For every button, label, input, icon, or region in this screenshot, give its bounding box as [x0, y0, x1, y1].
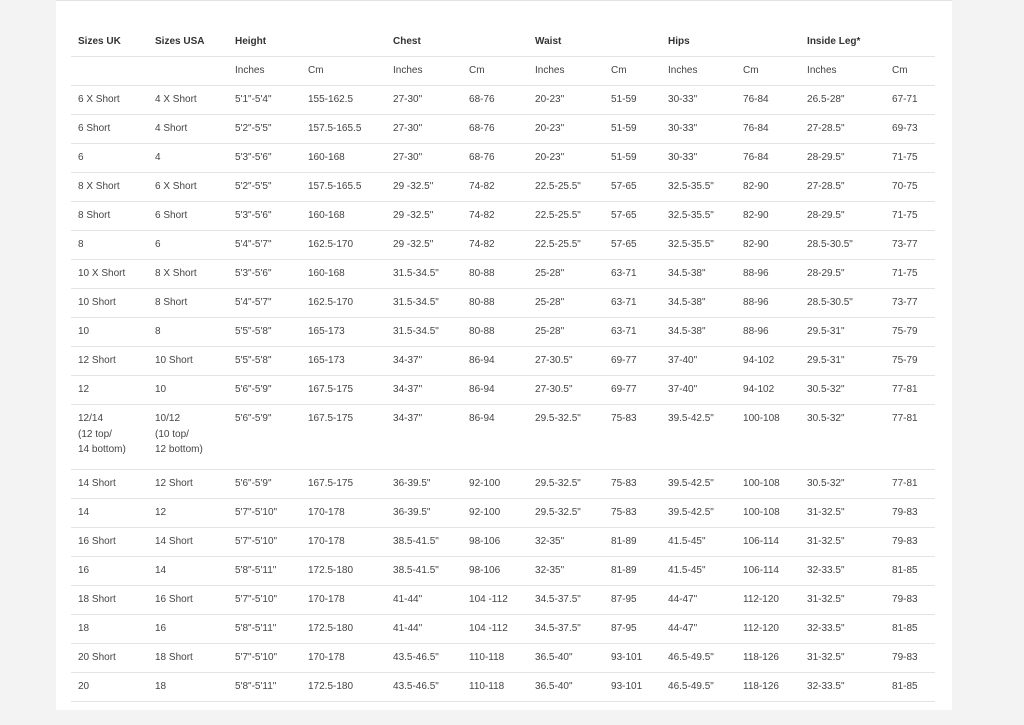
cell-uk-size: 14 [71, 499, 148, 528]
column-header-height: Height [228, 27, 386, 57]
cell-waist-cm: 69-77 [604, 347, 661, 376]
cell-waist-inches: 22.5-25.5" [528, 231, 604, 260]
cell-height-inches: 5'6"-5'9" [228, 405, 301, 470]
table-row [71, 318, 935, 347]
cell-chest-inches: 31.5-34.5" [386, 289, 462, 318]
cell-hips-cm: 118-126 [736, 673, 800, 702]
cell-waist-cm: 63-71 [604, 289, 661, 318]
cell-hips-inches: 44-47" [661, 586, 736, 615]
cell-chest-inches: 34-37" [386, 347, 462, 376]
table-row [71, 499, 935, 528]
column-header-sizes-usa: Sizes USA [148, 27, 228, 57]
cell-line: 14 bottom) [78, 444, 126, 455]
cell-line: 12/14 [78, 413, 104, 424]
cell-inside-leg-inches: 31-32.5" [800, 644, 885, 673]
cell-hips-cm: 76-84 [736, 115, 800, 144]
cell-inside-leg-inches: 29.5-31" [800, 347, 885, 376]
cell-waist-inches: 34.5-37.5" [528, 586, 604, 615]
size-chart-table [71, 27, 935, 702]
table-row [71, 144, 935, 173]
cell-line: (12 top/ [78, 428, 112, 440]
cell-chest-inches: 27-30" [386, 115, 462, 144]
cell-uk-size: 6 X Short [71, 86, 148, 115]
cell-waist-cm: 75-83 [604, 470, 661, 499]
cell-uk-size: 16 Short [71, 528, 148, 557]
cell-chest-cm: 104 -112 [462, 586, 528, 615]
cell-usa-size: 10 Short [148, 347, 228, 376]
cell-chest-cm: 86-94 [462, 347, 528, 376]
cell-inside-leg-cm: 77-81 [885, 376, 935, 405]
cell-usa-size: 4 X Short [148, 86, 228, 115]
cell-inside-leg-inches: 30.5-32" [800, 470, 885, 499]
cell-uk-size: 18 [71, 615, 148, 644]
cell-inside-leg-cm: 71-75 [885, 260, 935, 289]
cell-uk-size: 16 [71, 557, 148, 586]
cell-chest-cm: 104 -112 [462, 615, 528, 644]
cell-waist-inches: 20-23" [528, 115, 604, 144]
cell-height-inches: 5'4"-5'7" [228, 289, 301, 318]
cell-inside-leg-inches: 29.5-31" [800, 318, 885, 347]
cell-hips-cm: 106-114 [736, 528, 800, 557]
cell-chest-inches: 43.5-46.5" [386, 644, 462, 673]
cell-chest-cm: 80-88 [462, 318, 528, 347]
cell-height-cm: 160-168 [301, 144, 386, 173]
cell-height-cm: 160-168 [301, 260, 386, 289]
cell-chest-cm: 80-88 [462, 289, 528, 318]
cell-inside-leg-cm: 67-71 [885, 86, 935, 115]
cell-hips-inches: 32.5-35.5" [661, 173, 736, 202]
cell-hips-cm: 76-84 [736, 86, 800, 115]
cell-chest-inches: 27-30" [386, 144, 462, 173]
cell-uk-size: 20 Short [71, 644, 148, 673]
cell-usa-size: 14 Short [148, 528, 228, 557]
cell-hips-inches: 37-40" [661, 347, 736, 376]
cell-waist-cm: 57-65 [604, 231, 661, 260]
cell-hips-cm: 76-84 [736, 144, 800, 173]
cell-hips-inches: 41.5-45" [661, 528, 736, 557]
cell-hips-inches: 46.5-49.5" [661, 644, 736, 673]
cell-chest-cm: 68-76 [462, 144, 528, 173]
cell-height-inches: 5'8"-5'11" [228, 673, 301, 702]
unit-header-waist-cm: Cm [604, 57, 661, 86]
unit-header-height-cm: Cm [301, 57, 386, 86]
cell-chest-cm: 74-82 [462, 202, 528, 231]
cell-uk-size: 8 Short [71, 202, 148, 231]
cell-usa-size: 8 [148, 318, 228, 347]
table-header-row [71, 27, 935, 57]
table-row [71, 202, 935, 231]
unit-header-empty [71, 57, 148, 86]
cell-inside-leg-cm: 73-77 [885, 231, 935, 260]
cell-inside-leg-cm: 71-75 [885, 144, 935, 173]
table-row [71, 231, 935, 260]
cell-usa-size: 8 X Short [148, 260, 228, 289]
unit-header-waist-inches: Inches [528, 57, 604, 86]
cell-hips-cm: 112-120 [736, 615, 800, 644]
cell-chest-cm: 86-94 [462, 376, 528, 405]
cell-uk-size: 12 Short [71, 347, 148, 376]
column-header-hips: Hips [661, 27, 800, 57]
cell-chest-inches: 38.5-41.5" [386, 557, 462, 586]
cell-usa-size: 14 [148, 557, 228, 586]
cell-uk-size: 10 [71, 318, 148, 347]
cell-height-inches: 5'8"-5'11" [228, 557, 301, 586]
cell-chest-inches: 31.5-34.5" [386, 260, 462, 289]
cell-chest-inches: 38.5-41.5" [386, 528, 462, 557]
cell-chest-cm: 86-94 [462, 405, 528, 470]
cell-inside-leg-inches: 32-33.5" [800, 673, 885, 702]
cell-waist-cm: 81-89 [604, 557, 661, 586]
cell-hips-cm: 82-90 [736, 231, 800, 260]
cell-inside-leg-cm: 69-73 [885, 115, 935, 144]
cell-line: 10/12 [155, 413, 181, 424]
cell-hips-cm: 118-126 [736, 644, 800, 673]
cell-chest-cm: 98-106 [462, 557, 528, 586]
cell-height-cm: 167.5-175 [301, 405, 386, 470]
column-header-inside-leg: Inside Leg* [800, 27, 935, 57]
cell-line: (10 top/ [155, 428, 189, 440]
cell-uk-size: 10 Short [71, 289, 148, 318]
cell-chest-cm: 110-118 [462, 673, 528, 702]
cell-hips-inches: 39.5-42.5" [661, 405, 736, 470]
cell-uk-size: 8 X Short [71, 173, 148, 202]
cell-waist-inches: 34.5-37.5" [528, 615, 604, 644]
cell-inside-leg-inches: 32-33.5" [800, 557, 885, 586]
cell-hips-cm: 88-96 [736, 260, 800, 289]
cell-height-inches: 5'8"-5'11" [228, 615, 301, 644]
cell-height-inches: 5'7"-5'10" [228, 586, 301, 615]
cell-usa-size: 10 [148, 376, 228, 405]
cell-usa-size: 6 [148, 231, 228, 260]
cell-waist-inches: 27-30.5" [528, 347, 604, 376]
cell-hips-inches: 46.5-49.5" [661, 673, 736, 702]
cell-inside-leg-inches: 28.5-30.5" [800, 289, 885, 318]
cell-height-cm: 170-178 [301, 528, 386, 557]
cell-inside-leg-inches: 27-28.5" [800, 173, 885, 202]
cell-inside-leg-inches: 28-29.5" [800, 144, 885, 173]
cell-hips-cm: 82-90 [736, 173, 800, 202]
cell-chest-inches: 36-39.5" [386, 499, 462, 528]
cell-hips-cm: 100-108 [736, 499, 800, 528]
cell-usa-size: 4 [148, 144, 228, 173]
cell-height-inches: 5'3"-5'6" [228, 202, 301, 231]
cell-chest-cm: 92-100 [462, 470, 528, 499]
cell-waist-inches: 22.5-25.5" [528, 202, 604, 231]
cell-hips-cm: 82-90 [736, 202, 800, 231]
unit-header-hips-inches: Inches [661, 57, 736, 86]
cell-waist-cm: 51-59 [604, 86, 661, 115]
table-row [71, 86, 935, 115]
cell-chest-inches: 29 -32.5" [386, 202, 462, 231]
unit-header-hips-cm: Cm [736, 57, 800, 86]
cell-waist-inches: 32-35" [528, 557, 604, 586]
cell-height-inches: 5'7"-5'10" [228, 499, 301, 528]
cell-usa-size: 6 X Short [148, 173, 228, 202]
cell-chest-cm: 98-106 [462, 528, 528, 557]
cell-height-inches: 5'1"-5'4" [228, 86, 301, 115]
table-unit-row [71, 57, 935, 86]
cell-usa-size: 8 Short [148, 289, 228, 318]
cell-line: 12 bottom) [155, 444, 203, 455]
cell-chest-inches: 29 -32.5" [386, 173, 462, 202]
cell-inside-leg-inches: 26.5-28" [800, 86, 885, 115]
cell-height-inches: 5'5"-5'8" [228, 318, 301, 347]
cell-height-cm: 157.5-165.5 [301, 115, 386, 144]
cell-usa-size [148, 405, 228, 470]
cell-height-inches: 5'7"-5'10" [228, 644, 301, 673]
cell-waist-cm: 93-101 [604, 673, 661, 702]
cell-waist-cm: 51-59 [604, 115, 661, 144]
cell-height-cm: 165-173 [301, 347, 386, 376]
cell-height-inches: 5'6"-5'9" [228, 470, 301, 499]
cell-inside-leg-cm: 79-83 [885, 586, 935, 615]
cell-inside-leg-inches: 30.5-32" [800, 376, 885, 405]
cell-height-inches: 5'2"-5'5" [228, 173, 301, 202]
cell-chest-inches: 36-39.5" [386, 470, 462, 499]
cell-waist-cm: 63-71 [604, 318, 661, 347]
cell-height-cm: 172.5-180 [301, 673, 386, 702]
cell-uk-size: 12 [71, 376, 148, 405]
unit-header-empty [148, 57, 228, 86]
cell-inside-leg-inches: 31-32.5" [800, 528, 885, 557]
cell-uk-size: 10 X Short [71, 260, 148, 289]
cell-usa-size: 6 Short [148, 202, 228, 231]
cell-hips-inches: 34.5-38" [661, 260, 736, 289]
cell-uk-size: 18 Short [71, 586, 148, 615]
size-rows [71, 86, 935, 702]
unit-header-chest-cm: Cm [462, 57, 528, 86]
table-row [71, 528, 935, 557]
unit-header-inside-leg-cm: Cm [885, 57, 935, 86]
cell-hips-cm: 94-102 [736, 347, 800, 376]
cell-inside-leg-cm: 79-83 [885, 528, 935, 557]
table-row [71, 173, 935, 202]
cell-height-inches: 5'5"-5'8" [228, 347, 301, 376]
cell-chest-cm: 110-118 [462, 644, 528, 673]
cell-chest-inches: 41-44" [386, 615, 462, 644]
cell-height-cm: 162.5-170 [301, 231, 386, 260]
table-row [71, 586, 935, 615]
cell-hips-inches: 39.5-42.5" [661, 499, 736, 528]
cell-inside-leg-cm: 81-85 [885, 557, 935, 586]
cell-hips-cm: 106-114 [736, 557, 800, 586]
cell-chest-cm: 74-82 [462, 231, 528, 260]
cell-inside-leg-inches: 28-29.5" [800, 260, 885, 289]
cell-inside-leg-cm: 77-81 [885, 470, 935, 499]
cell-chest-cm: 68-76 [462, 115, 528, 144]
table-row [71, 557, 935, 586]
cell-uk-size: 6 [71, 144, 148, 173]
cell-chest-inches: 34-37" [386, 376, 462, 405]
cell-height-cm: 167.5-175 [301, 376, 386, 405]
cell-uk-size [71, 405, 148, 470]
cell-waist-cm: 75-83 [604, 405, 661, 470]
cell-inside-leg-inches: 32-33.5" [800, 615, 885, 644]
cell-inside-leg-cm: 79-83 [885, 644, 935, 673]
cell-height-inches: 5'7"-5'10" [228, 528, 301, 557]
cell-hips-cm: 88-96 [736, 318, 800, 347]
cell-hips-inches: 30-33" [661, 115, 736, 144]
cell-inside-leg-inches: 27-28.5" [800, 115, 885, 144]
cell-height-cm: 170-178 [301, 499, 386, 528]
cell-waist-inches: 22.5-25.5" [528, 173, 604, 202]
cell-height-cm: 157.5-165.5 [301, 173, 386, 202]
cell-inside-leg-cm: 79-83 [885, 499, 935, 528]
cell-waist-cm: 81-89 [604, 528, 661, 557]
table-row [71, 289, 935, 318]
cell-usa-size: 12 [148, 499, 228, 528]
cell-hips-cm: 100-108 [736, 470, 800, 499]
cell-height-cm: 167.5-175 [301, 470, 386, 499]
cell-height-cm: 170-178 [301, 586, 386, 615]
cell-hips-inches: 41.5-45" [661, 557, 736, 586]
cell-inside-leg-inches: 31-32.5" [800, 586, 885, 615]
cell-hips-inches: 37-40" [661, 376, 736, 405]
cell-uk-size: 6 Short [71, 115, 148, 144]
cell-chest-cm: 74-82 [462, 173, 528, 202]
cell-hips-cm: 88-96 [736, 289, 800, 318]
cell-hips-cm: 112-120 [736, 586, 800, 615]
cell-inside-leg-inches: 30.5-32" [800, 405, 885, 470]
table-row [71, 376, 935, 405]
cell-inside-leg-inches: 31-32.5" [800, 499, 885, 528]
table-row [71, 347, 935, 376]
cell-inside-leg-cm: 75-79 [885, 318, 935, 347]
cell-waist-cm: 87-95 [604, 615, 661, 644]
cell-waist-inches: 27-30.5" [528, 376, 604, 405]
cell-inside-leg-cm: 81-85 [885, 615, 935, 644]
table-row [71, 405, 935, 470]
cell-hips-inches: 34.5-38" [661, 289, 736, 318]
cell-chest-inches: 41-44" [386, 586, 462, 615]
cell-waist-cm: 69-77 [604, 376, 661, 405]
cell-waist-inches: 25-28" [528, 318, 604, 347]
cell-chest-cm: 80-88 [462, 260, 528, 289]
cell-inside-leg-cm: 73-77 [885, 289, 935, 318]
cell-inside-leg-cm: 70-75 [885, 173, 935, 202]
cell-uk-size: 14 Short [71, 470, 148, 499]
unit-header-inside-leg-inches: Inches [800, 57, 885, 86]
cell-height-cm: 155-162.5 [301, 86, 386, 115]
cell-waist-inches: 20-23" [528, 86, 604, 115]
cell-height-inches: 5'3"-5'6" [228, 144, 301, 173]
table-row [71, 260, 935, 289]
cell-chest-cm: 68-76 [462, 86, 528, 115]
cell-usa-size: 16 [148, 615, 228, 644]
cell-hips-cm: 100-108 [736, 405, 800, 470]
cell-waist-inches: 29.5-32.5" [528, 470, 604, 499]
cell-hips-inches: 39.5-42.5" [661, 470, 736, 499]
cell-waist-cm: 93-101 [604, 644, 661, 673]
cell-waist-inches: 32-35" [528, 528, 604, 557]
cell-height-inches: 5'2"-5'5" [228, 115, 301, 144]
column-header-sizes-uk: Sizes UK [71, 27, 148, 57]
table-row [71, 644, 935, 673]
cell-waist-inches: 25-28" [528, 260, 604, 289]
cell-height-cm: 172.5-180 [301, 615, 386, 644]
cell-inside-leg-cm: 77-81 [885, 405, 935, 470]
cell-chest-inches: 29 -32.5" [386, 231, 462, 260]
cell-usa-size: 4 Short [148, 115, 228, 144]
cell-height-cm: 170-178 [301, 644, 386, 673]
cell-inside-leg-inches: 28-29.5" [800, 202, 885, 231]
cell-waist-inches: 25-28" [528, 289, 604, 318]
cell-uk-size: 8 [71, 231, 148, 260]
unit-header-height-inches: Inches [228, 57, 301, 86]
table-row [71, 115, 935, 144]
cell-height-cm: 160-168 [301, 202, 386, 231]
cell-waist-inches: 29.5-32.5" [528, 499, 604, 528]
cell-usa-size: 18 Short [148, 644, 228, 673]
cell-waist-cm: 87-95 [604, 586, 661, 615]
cell-waist-inches: 20-23" [528, 144, 604, 173]
cell-hips-inches: 32.5-35.5" [661, 202, 736, 231]
cell-usa-size: 16 Short [148, 586, 228, 615]
cell-waist-cm: 51-59 [604, 144, 661, 173]
cell-waist-inches: 29.5-32.5" [528, 405, 604, 470]
cell-waist-inches: 36.5-40" [528, 673, 604, 702]
cell-waist-cm: 75-83 [604, 499, 661, 528]
cell-hips-inches: 30-33" [661, 86, 736, 115]
cell-inside-leg-cm: 81-85 [885, 673, 935, 702]
cell-waist-cm: 57-65 [604, 202, 661, 231]
cell-chest-inches: 34-37" [386, 405, 462, 470]
cell-inside-leg-cm: 71-75 [885, 202, 935, 231]
cell-chest-cm: 92-100 [462, 499, 528, 528]
size-guide-panel [56, 0, 952, 710]
cell-chest-inches: 27-30" [386, 86, 462, 115]
cell-waist-cm: 63-71 [604, 260, 661, 289]
cell-height-cm: 162.5-170 [301, 289, 386, 318]
cell-hips-inches: 34.5-38" [661, 318, 736, 347]
column-header-waist: Waist [528, 27, 661, 57]
cell-usa-size: 12 Short [148, 470, 228, 499]
cell-hips-inches: 32.5-35.5" [661, 231, 736, 260]
cell-height-inches: 5'6"-5'9" [228, 376, 301, 405]
cell-height-inches: 5'4"-5'7" [228, 231, 301, 260]
cell-chest-inches: 43.5-46.5" [386, 673, 462, 702]
cell-waist-cm: 57-65 [604, 173, 661, 202]
table-row [71, 673, 935, 702]
cell-hips-cm: 94-102 [736, 376, 800, 405]
cell-uk-size: 20 [71, 673, 148, 702]
cell-waist-inches: 36.5-40" [528, 644, 604, 673]
cell-usa-size: 18 [148, 673, 228, 702]
cell-inside-leg-inches: 28.5-30.5" [800, 231, 885, 260]
cell-height-cm: 165-173 [301, 318, 386, 347]
column-header-chest: Chest [386, 27, 528, 57]
table-row [71, 615, 935, 644]
table-row [71, 470, 935, 499]
cell-hips-inches: 44-47" [661, 615, 736, 644]
cell-height-cm: 172.5-180 [301, 557, 386, 586]
cell-hips-inches: 30-33" [661, 144, 736, 173]
unit-header-chest-inches: Inches [386, 57, 462, 86]
cell-height-inches: 5'3"-5'6" [228, 260, 301, 289]
cell-inside-leg-cm: 75-79 [885, 347, 935, 376]
cell-chest-inches: 31.5-34.5" [386, 318, 462, 347]
